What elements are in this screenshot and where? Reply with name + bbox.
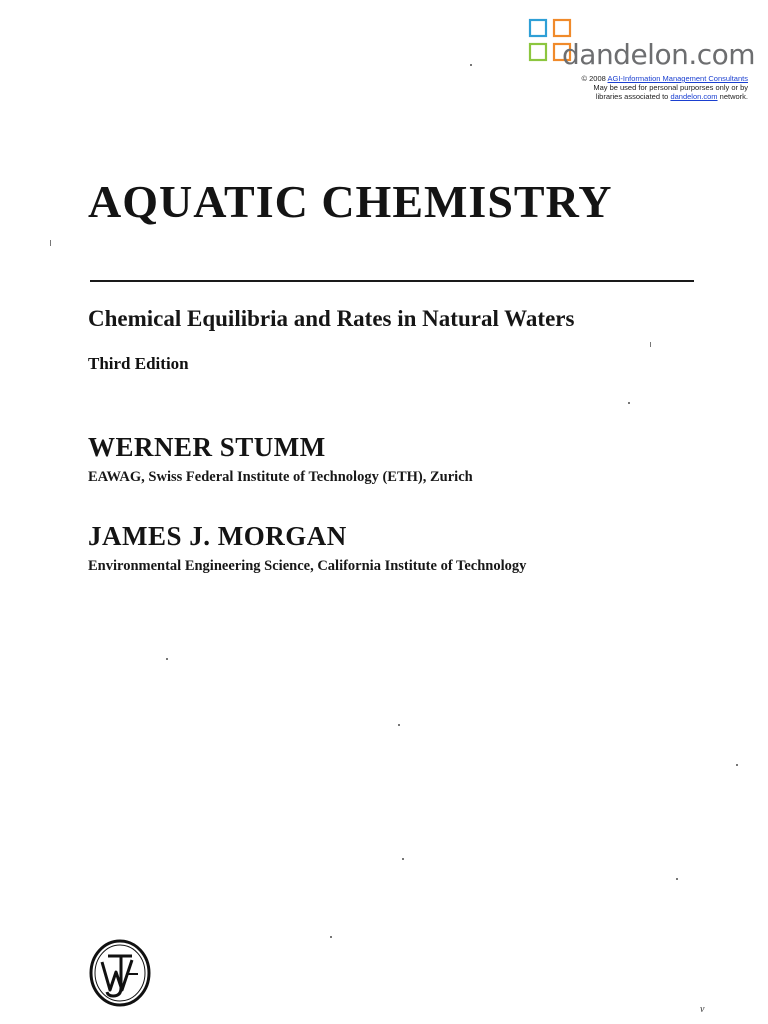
author-affiliation-2: Environmental Engineering Science, California Institute of Technology	[88, 558, 527, 574]
scan-speck	[628, 402, 630, 404]
scan-speck	[50, 240, 51, 246]
watermark-notice	[448, 74, 748, 101]
dandelon-brand-text	[562, 40, 755, 70]
brand-prefix: d	[562, 38, 580, 71]
scan-speck	[402, 858, 404, 860]
scan-speck	[470, 64, 472, 66]
author-affiliation-1: EAWAG, Swiss Federal Institute of Technology (ETH), Zurich	[88, 469, 473, 485]
scan-speck	[736, 764, 738, 766]
book-title: AQUATIC CHEMISTRY	[88, 176, 613, 227]
book-edition: Third Edition	[88, 354, 189, 373]
notice-line-2: May be used for personal purporses only or by	[593, 83, 748, 92]
dandelon-logo	[528, 18, 756, 72]
brand-rest: andelon.com	[579, 38, 756, 71]
notice-line-3	[448, 92, 748, 101]
wiley-colophon-icon	[88, 934, 152, 1008]
title-rule	[90, 280, 694, 282]
scan-speck	[166, 658, 168, 660]
notice-line-1	[448, 74, 748, 83]
agi-link[interactable]: AGI-Information Management Consultants	[607, 74, 748, 83]
notice-network: network.	[717, 92, 748, 101]
scan-speck	[650, 342, 651, 347]
author-name-2: JAMES J. MORGAN	[88, 521, 347, 551]
page-marker: v	[700, 1004, 705, 1015]
dandelon-link[interactable]: dandelon.com	[670, 92, 718, 101]
notice-copyright: © 2008	[581, 74, 608, 83]
scan-speck	[398, 724, 400, 726]
author-name-1: WERNER STUMM	[88, 432, 326, 462]
scan-speck	[676, 878, 678, 880]
scan-speck	[330, 936, 332, 938]
notice-libraries: libraries associated to	[595, 92, 671, 101]
book-subtitle: Chemical Equilibria and Rates in Natural Waters	[88, 306, 575, 331]
